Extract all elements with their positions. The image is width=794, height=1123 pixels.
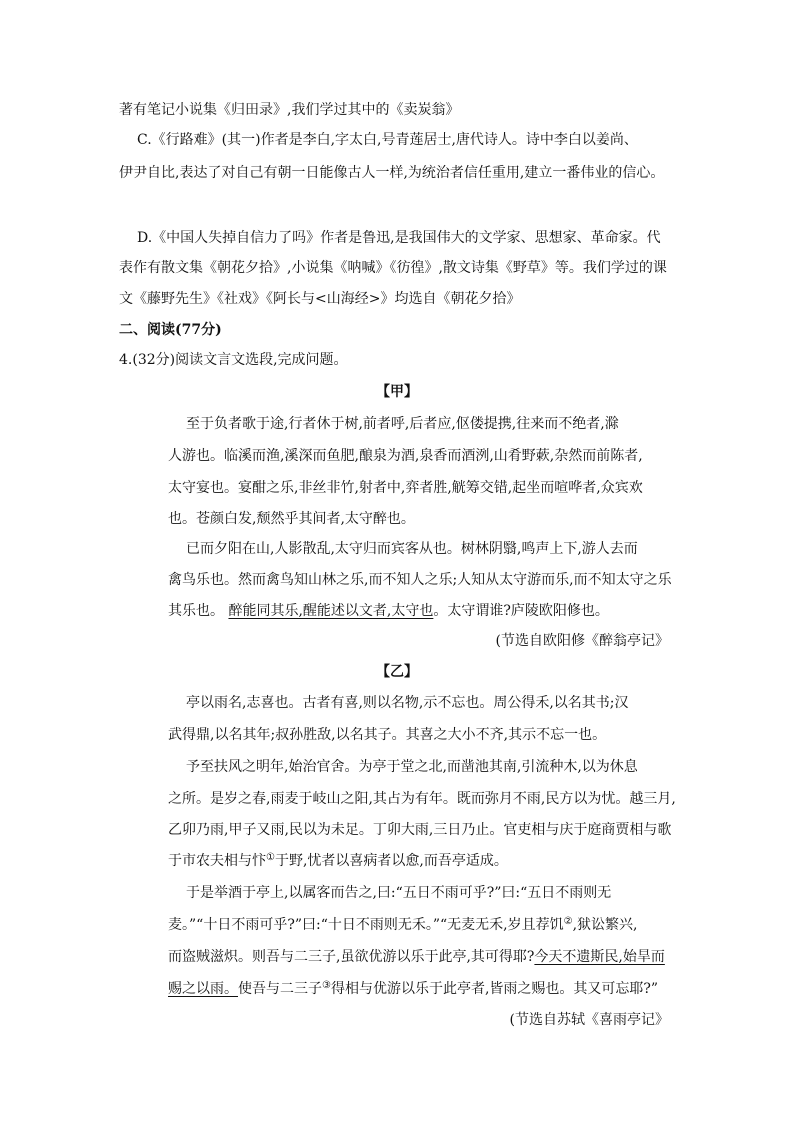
jia-p2-line-3 (168, 601, 609, 621)
option-d-line-3: 文《藤野先生》《社戏》《阿长与<山海经>》均选自《朝花夕拾》 (119, 291, 521, 307)
yi-p3-text: 麦。”“十日不雨可乎?”曰:“十日不雨则无禾。”“无麦无禾,岁且荐饥 (168, 917, 564, 933)
passage-yi-label: 【乙】 (376, 664, 418, 680)
yi-p2-line-2: 之所。是岁之春,雨麦于岐山之阳,其占为有年。既而弥月不雨,民方以为忧。越三月, (168, 791, 676, 807)
jia-p1-line-2: 人游也。临溪而渔,溪深而鱼肥,酿泉为酒,泉香而酒洌,山肴野蔌,杂然而前陈者, (168, 448, 643, 464)
yi-p3-line-3 (168, 947, 665, 967)
jia-p2-line-1: 已而夕阳在山,人影散乱,太守归而宾客从也。树林阴翳,鸣声上下,游人去而 (186, 541, 638, 557)
yi-p3-line-2 (168, 915, 638, 935)
yi-p3-line-4 (168, 979, 658, 999)
option-c-line-1: C.《行路难》(其一)作者是李白,字太白,号青莲居士,唐代诗人。诗中李白以姜尚、 (137, 132, 638, 148)
yi-p2-text: 于市农夫相与忭 (168, 853, 266, 869)
jia-p1-line-1: 至于负者歌于途,行者休于树,前者呼,后者应,伛偻提携,往来而不绝者,滁 (186, 416, 619, 432)
prev-line-0: 著有笔记小说集《归田录》,我们学过其中的《卖炭翁》 (119, 102, 460, 118)
yi-p1-line-1: 亭以雨名,志喜也。古者有喜,则以名物,示不忘也。周公得禾,以名其书;汉 (186, 695, 629, 711)
yi-p2-text-end: 于野,忧者以喜病者以愈,而吾亭适成。 (274, 853, 508, 869)
footnote-marker-1: ① (266, 852, 275, 863)
jia-p1-line-4: 也。苍颜白发,颓然乎其间者,太守醉也。 (168, 511, 415, 527)
passage-jia-label: 【甲】 (376, 384, 418, 400)
footnote-marker-2: ② (563, 916, 573, 927)
yi-p2-line-3: 乙卯乃雨,甲子又雨,民以为未足。丁卯大雨,三日乃止。官吏相与庆于庭商贾相与歌 (168, 822, 672, 838)
yi-p2-line-1: 予至扶风之明年,始治官舍。为亭于堂之北,而凿池其南,引流种木,以为休息 (186, 759, 638, 775)
jia-source: (节选自欧阳修《醉翁亭记》 (495, 633, 669, 649)
question-stem: 4.(32分)阅读文言文选段,完成问题。 (119, 352, 348, 368)
yi-source: (节选自苏轼《喜雨亭记》 (509, 1012, 669, 1028)
jia-p2-text-end: 。太守谓谁?庐陵欧阳修也。 (433, 603, 609, 619)
option-c-line-2: 伊尹自比,表达了对自己有朝一日能像古人一样,为统治者信任重用,建立一番伟业的信心。 (119, 165, 665, 181)
yi-p1-line-2: 武得鼎,以名其年;叔孙胜敌,以名其子。其喜之大小不齐,其示不忘一也。 (168, 727, 607, 743)
jia-p2-text: 其乐也。 (168, 603, 224, 619)
yi-p3-text-2: 而盗贼滋炽。则吾与二三子,虽欲优游以乐于此亭,其可得耶? (168, 949, 535, 965)
yi-p2-line-4 (168, 851, 508, 871)
jia-p2-line-2: 禽鸟乐也。然而禽鸟知山林之乐,而不知人之乐;人知从太守游而乐,而不知太守之乐 (168, 572, 672, 588)
option-d-line-2: 表作有散文集《朝花夕拾》,小说集《呐喊》《彷徨》,散文诗集《野草》等。我们学过的课 (119, 260, 667, 276)
yi-p3-text-end: 得相与优游以乐于此亭者,皆雨之赐也。其又可忘耶?” (330, 981, 659, 997)
option-d-line-1: D.《中国人失掉自信力了吗》作者是鲁迅,是我国伟大的文学家、思想家、革命家。代 (137, 230, 661, 246)
jia-underlined-sentence: 醉能同其乐,醒能述以文者,太守也 (228, 603, 434, 619)
yi-p3-text-3: 使吾与二三子 (238, 981, 322, 997)
yi-underlined-sentence-part-2: 赐之以雨。 (168, 981, 238, 997)
footnote-marker-3: ③ (322, 980, 331, 991)
jia-p1-line-3: 太守宴也。宴酣之乐,非丝非竹,射者中,弈者胜,觥筹交错,起坐而喧哗者,众宾欢 (168, 480, 643, 496)
yi-p3-line-1: 于是举酒于亭上,以属客而告之,曰:“五日不雨可乎?”曰:“五日不雨则无 (186, 885, 612, 901)
yi-p3-text-cont: ,狱讼繁兴, (572, 917, 638, 933)
yi-underlined-sentence-part-1: 今天不遗斯民,始旱而 (534, 949, 665, 965)
section-header: 二、阅读(77分) (119, 322, 222, 338)
